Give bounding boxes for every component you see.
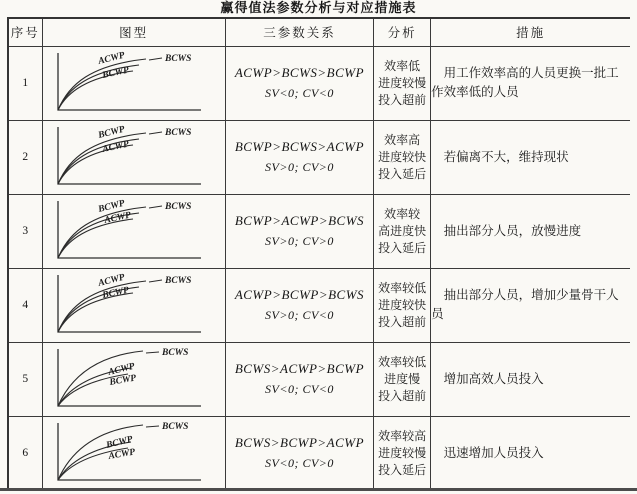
- table-row: [8, 416, 630, 490]
- relation-cell: [225, 46, 373, 120]
- curve-label-upper: ACWP: [97, 272, 127, 289]
- relation-formula: BCWP>BCWS>ACWP: [234, 139, 365, 154]
- analysis-cell: [374, 194, 431, 268]
- curve-top: [58, 207, 146, 258]
- relation-formula: ACWP>BCWS>BCWP: [234, 65, 365, 80]
- analysis-line: 效率较低: [378, 280, 427, 295]
- table-bottom-rule: [0, 488, 637, 491]
- table-row: [8, 268, 630, 342]
- measure-text: 增加高效人员投入: [443, 371, 544, 386]
- curve-label-right: BCWS: [165, 54, 192, 64]
- analysis-line: 投入超前: [378, 388, 427, 403]
- label-dash: [149, 206, 162, 208]
- curve-label-right: BCWS: [165, 276, 192, 286]
- curve-label-upper: ACWP: [97, 50, 127, 67]
- curve-label-lower: ACWP: [103, 210, 133, 226]
- col-header-relation: 三参数关系: [225, 18, 373, 46]
- analysis-cell: [374, 416, 431, 490]
- col-header-analysis: 分析: [374, 18, 431, 46]
- measure-text: 若偏离不大，维持现状: [443, 149, 569, 164]
- label-dash: [149, 132, 162, 134]
- col-header-graph: 图型: [42, 18, 225, 46]
- analysis-line: 进度较慢: [378, 75, 427, 90]
- curve-label-upper: BCWP: [105, 434, 135, 451]
- relation-cell: [225, 120, 373, 194]
- relation-cell: [225, 416, 373, 490]
- curve-label-right: BCWS: [162, 348, 189, 358]
- relation-cell: [225, 194, 373, 268]
- analysis-line: 投入超前: [378, 314, 427, 329]
- curve-top: [58, 281, 146, 332]
- curve-label-upper: BCWP: [97, 124, 127, 141]
- analysis-line: 进度较快: [378, 149, 427, 164]
- col-header-measure: 措施: [431, 18, 630, 46]
- curve-label-lower: ACWP: [107, 447, 137, 462]
- analysis-line: 效率较低: [378, 354, 427, 369]
- relation-formula: ACWP>BCWP>BCWS: [234, 287, 365, 302]
- analysis-line: 进度较快: [378, 297, 427, 312]
- analysis-line: 高进度快: [378, 223, 427, 238]
- graph-cell: [42, 46, 225, 120]
- relation-cell: [225, 342, 373, 416]
- variance-formula: SV>0; CV>0: [265, 160, 334, 174]
- measure-text: 用工作效率高的人员更换一批工作效率低的人员: [431, 66, 619, 99]
- graph-cell: [42, 268, 225, 342]
- curve-label-right: BCWS: [165, 128, 192, 138]
- analysis-line: 投入延后: [378, 240, 427, 255]
- evm-curve-chart: [43, 270, 224, 341]
- seq-number: 6: [8, 416, 42, 490]
- relation-formula: BCWS>ACWP>BCWP: [234, 361, 365, 376]
- graph-cell: [42, 342, 225, 416]
- analysis-line: 投入超前: [378, 92, 427, 107]
- table-row: [8, 194, 630, 268]
- label-dash: [149, 58, 162, 60]
- measure-cell: [431, 342, 630, 416]
- variance-formula: SV<0; CV>0: [265, 456, 334, 470]
- analysis-cell: [374, 342, 431, 416]
- curve-label-right: BCWS: [165, 202, 192, 212]
- measure-text: 抽出部分人员，增加少量骨干人员: [431, 288, 619, 321]
- evm-analysis-table: [7, 17, 630, 491]
- evm-curve-chart: [43, 122, 224, 193]
- analysis-line: 投入延后: [378, 462, 427, 477]
- curve-top: [58, 133, 146, 184]
- relation-formula: BCWS>BCWP>ACWP: [234, 435, 365, 450]
- evm-curve-chart: [43, 344, 224, 415]
- analysis-line: 效率较高: [378, 428, 427, 443]
- analysis-cell: [374, 46, 431, 120]
- curve-label-lower: ACWP: [101, 139, 131, 155]
- relation-cell: [225, 268, 373, 342]
- evm-curve-chart: [43, 48, 224, 119]
- variance-formula: SV<0; CV<0: [265, 382, 334, 396]
- analysis-line: 效率低: [384, 58, 421, 73]
- seq-number: 1: [8, 46, 42, 120]
- analysis-cell: [374, 120, 431, 194]
- analysis-line: 效率高: [384, 132, 421, 147]
- graph-cell: [42, 416, 225, 490]
- analysis-line: 进度较慢: [378, 445, 427, 460]
- analysis-line: 进度慢: [384, 371, 421, 386]
- evm-curve-chart: [43, 418, 224, 489]
- label-dash: [146, 426, 159, 427]
- measure-cell: [431, 416, 630, 490]
- measure-text: 迅速增加人员投入: [443, 445, 544, 460]
- graph-cell: [42, 194, 225, 268]
- curve-label-upper: ACWP: [107, 361, 137, 378]
- curve-label-upper: BCWP: [97, 198, 127, 215]
- variance-formula: SV>0; CV>0: [265, 234, 334, 248]
- evm-curve-chart: [43, 196, 224, 267]
- table-row: [8, 120, 630, 194]
- seq-number: 3: [8, 194, 42, 268]
- measure-cell: [431, 46, 630, 120]
- analysis-line: 投入延后: [378, 166, 427, 181]
- curve-label-lower: BCWP: [101, 285, 131, 301]
- measure-cell: [431, 120, 630, 194]
- seq-number: 5: [8, 342, 42, 416]
- table-row: [8, 342, 630, 416]
- graph-cell: [42, 120, 225, 194]
- curve-label-right: BCWS: [162, 422, 189, 432]
- curve-label-lower: BCWP: [101, 65, 131, 81]
- table-row: [8, 46, 630, 120]
- curve-label-lower: BCWP: [108, 373, 138, 388]
- measure-text: 抽出部分人员，放慢进度: [443, 223, 582, 238]
- variance-formula: SV<0; CV<0: [265, 86, 334, 100]
- table-header-row: [8, 18, 630, 46]
- variance-formula: SV>0; CV<0: [265, 308, 334, 322]
- analysis-line: 效率较: [384, 206, 421, 221]
- col-header-seq: 序号: [8, 18, 42, 46]
- measure-cell: [431, 194, 630, 268]
- label-dash: [149, 280, 162, 282]
- seq-number: 2: [8, 120, 42, 194]
- page-title: 赢得值法参数分析与对应措施表: [220, 0, 417, 15]
- label-dash: [146, 352, 159, 353]
- measure-cell: [431, 268, 630, 342]
- seq-number: 4: [8, 268, 42, 342]
- analysis-cell: [374, 268, 431, 342]
- curve-top: [58, 59, 146, 110]
- relation-formula: BCWP>ACWP>BCWS: [234, 213, 365, 228]
